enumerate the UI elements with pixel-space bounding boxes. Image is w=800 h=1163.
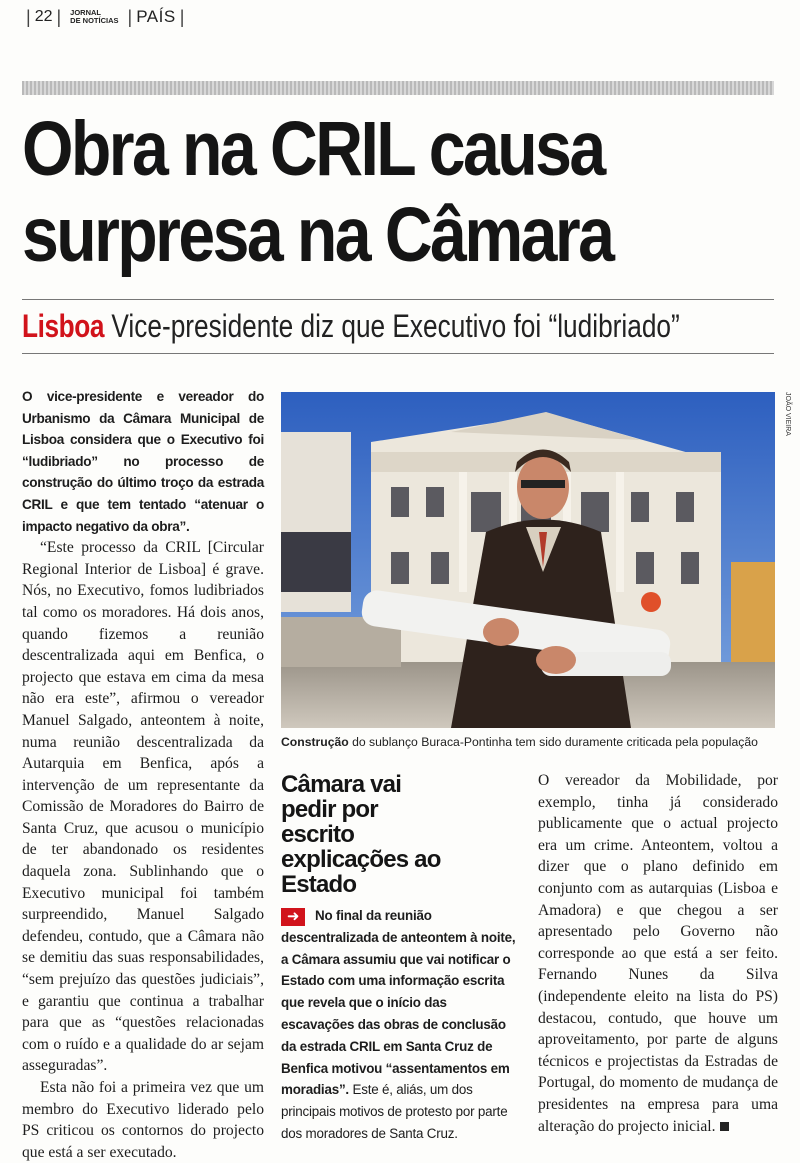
box-text-rest: Este é, aliás, um dos principais motivos de protesto por parte dos moradores de Santa Cruz. bbox=[281, 1082, 508, 1141]
rule-above-kicker bbox=[22, 299, 774, 300]
article-paragraph-3-text: O vereador da Mobilidade, por exemplo, tinha já considerado publicamente que o actual projecto era um crime. Anteontem, voltou a dizer que o plano definido em conjunto com as autarquias (Lisboa e Amadora) e que chegou a ser apresentado pelo Governo não corresponde ao que está a ser feito. Fernando Nunes da Silva (independente eleito na lista do PS) destacou, contudo, que houve um aproveitamento, por parte de alguns técnicos e projectistas da Estradas de Portugal, do momento de mudança de presidentes na empresa para uma alteração do projecto inicial. bbox=[538, 772, 778, 1135]
article-paragraph-1: “Este processo da CRIL [Circular Regional Interior de Lisboa] é grave. Nós, no Executivo, fomos ludibriados tal como os moradores. Há dois anos, quando fizemos a reunião descentralizada aqui em Benfica, o projecto que estava em cima da mesa não era este”, afirmou o vereador Manuel Salgado, anteontem à noite, numa reunião descentralizada da Autarquia em Benfica, após a intervenção de um representante da Comissão de Moradores do Bairro de Santa Cruz, que acusou o município de ter abandonado os residentes daquela zona. Sublinhando que o Executivo municipal foi também surpreendido, Manuel Salgado defendeu, contudo, que a Câmara não se demitiu das suas responsabilidades, “sem prejuízo das questões judiciais”, e garantiu que continua a trabalhar para que as “questões relacionadas com o ruído e a qualidade do ar sejam asseguradas”. bbox=[22, 539, 264, 1075]
kicker bbox=[22, 306, 680, 346]
article-column-left bbox=[22, 386, 264, 1163]
page-number: 22 bbox=[34, 8, 53, 25]
paper-name-line1: JORNAL bbox=[70, 8, 102, 17]
masthead bbox=[22, 6, 188, 28]
article-column-right bbox=[538, 770, 778, 1137]
section-name: PAÍS bbox=[136, 7, 176, 26]
headline-line2: surpresa na Câmara bbox=[22, 192, 613, 278]
caption-bold: Construção bbox=[281, 735, 349, 749]
article-lead: O vice-presidente e vereador do Urbanismo da Câmara Municipal de Lisboa considera que o Executivo foi “ludibriado” no processo de construção do último troço da estrada CRIL e que tem tentado “atenuar o impacto negativo da obra”. bbox=[22, 389, 264, 534]
photo-caption bbox=[281, 734, 781, 750]
newspaper-logo bbox=[70, 9, 118, 25]
rule-below-kicker bbox=[22, 353, 774, 354]
separator: | bbox=[179, 6, 185, 27]
caption-text: do sublanço Buraca-Pontinha tem sido duramente criticada pela população bbox=[348, 735, 758, 749]
arrow-right-icon: ➜ bbox=[281, 908, 305, 926]
headline bbox=[22, 106, 676, 278]
box-text bbox=[281, 905, 519, 1145]
kicker-location: Lisboa bbox=[22, 308, 105, 344]
headline-line1: Obra na CRIL causa bbox=[22, 106, 604, 192]
end-mark bbox=[720, 1122, 729, 1131]
separator: | bbox=[26, 6, 31, 27]
box-text-bold: No final da reunião descentralizada de anteontem à noite, a Câmara assumiu que vai notificar o Estado com uma informação escrita que revela que o início das escavações das obras de conclusão da estrada CRIL em Santa Cruz de Benfica motivou “assentamentos em moradias”. bbox=[281, 908, 516, 1098]
article-paragraph-2: Esta não foi a primeira vez que um membro do Executivo liderado pelo PS criticou os contornos do projecto que está a ser executado. bbox=[22, 1079, 264, 1161]
top-divider bbox=[22, 81, 774, 95]
article-photo bbox=[281, 392, 775, 728]
box-title: Câmara vai pedir por escrito explicações ao Estado bbox=[281, 771, 441, 898]
article-paragraph-3 bbox=[538, 770, 778, 1137]
city-hall-photo bbox=[281, 392, 775, 728]
kicker-subtitle: Vice-presidente diz que Executivo foi “ludibriado” bbox=[111, 308, 680, 344]
separator: | bbox=[127, 6, 133, 27]
separator: | bbox=[56, 6, 62, 27]
paper-name-line2: DE NOTÍCIAS bbox=[70, 16, 119, 25]
photo-credit: JOÃO VIEIRA bbox=[784, 392, 791, 436]
